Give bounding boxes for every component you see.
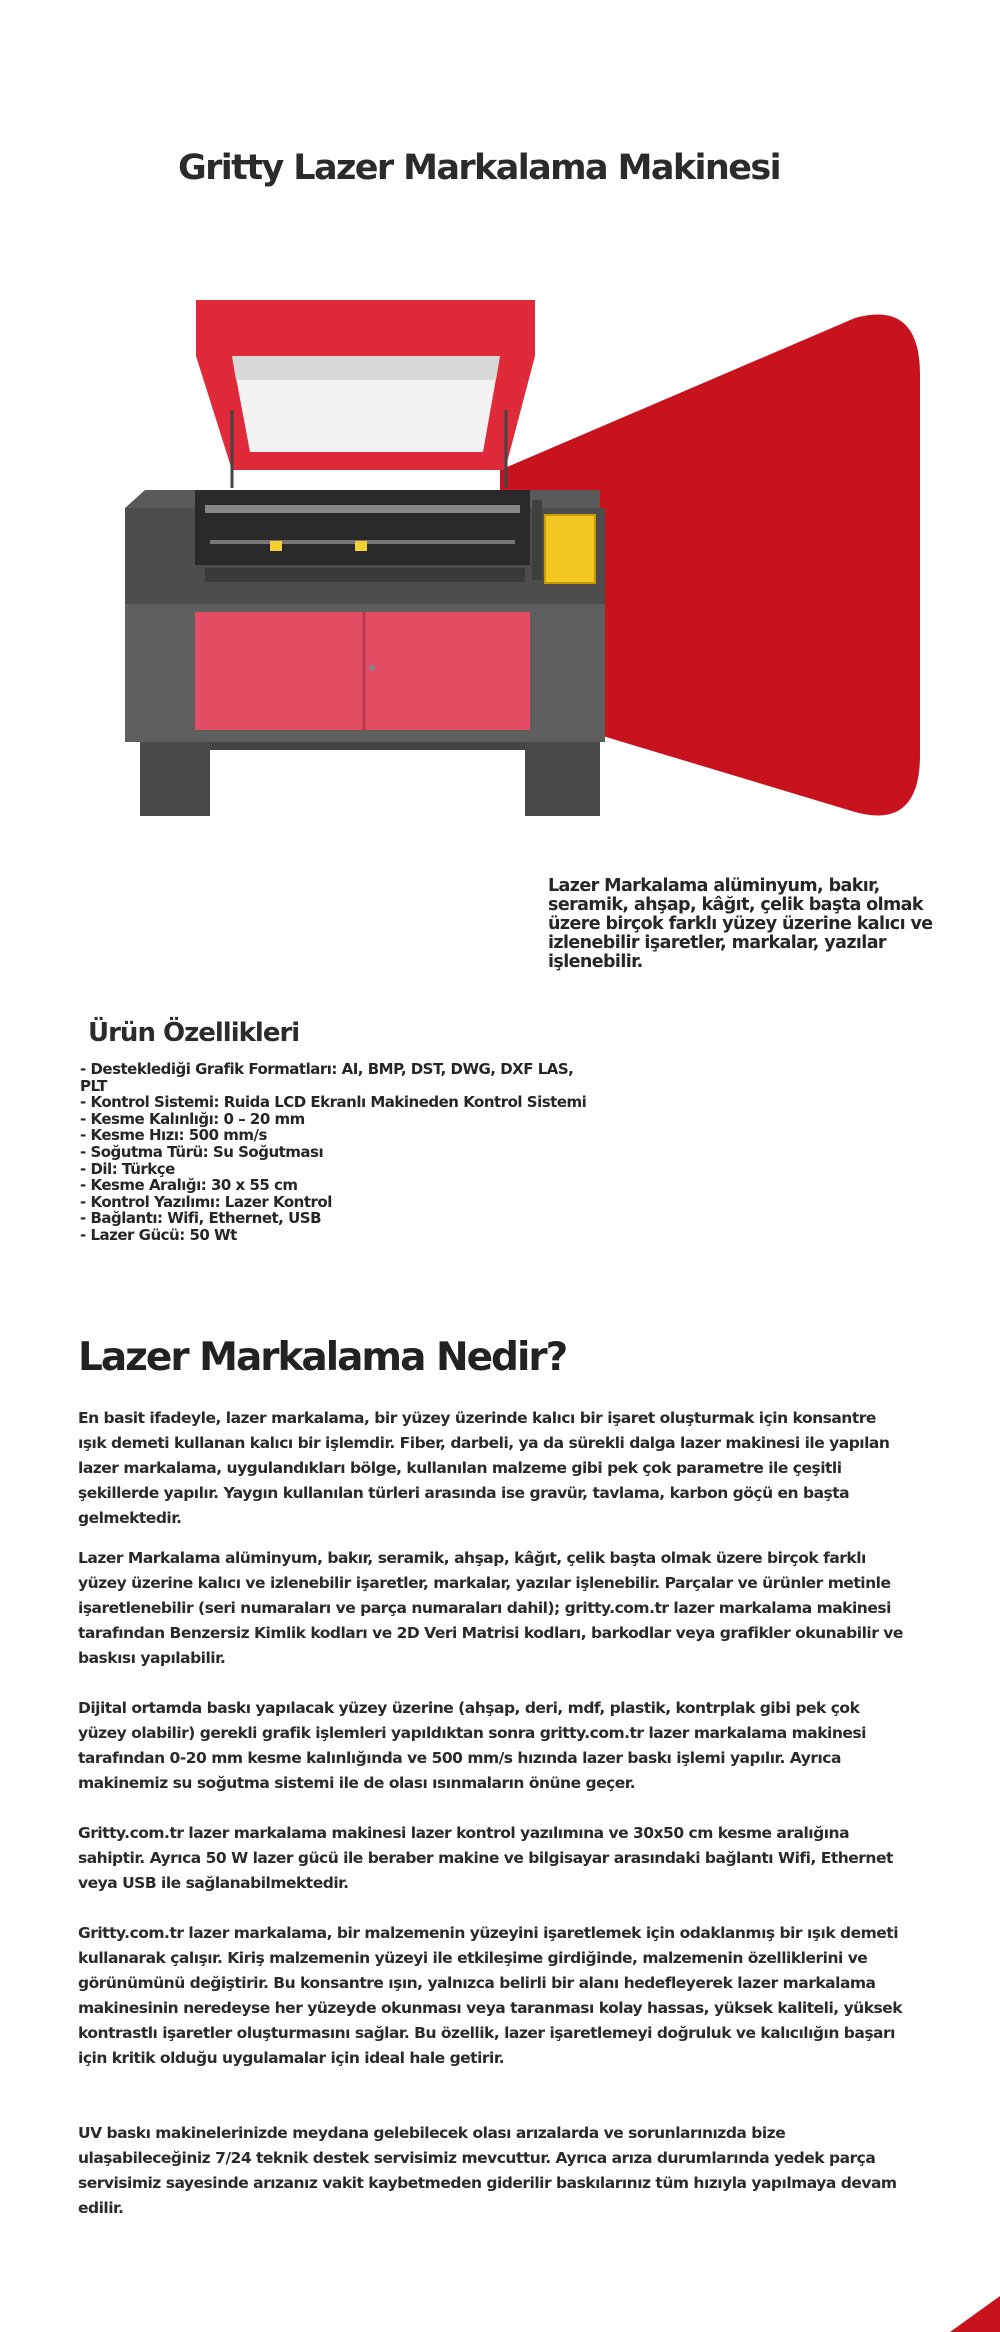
paragraph: Gritty.com.tr lazer markalama, bir malzemenin yüzeyini işaretlemek için odaklanmış bir ışık demeti kullanarak çalışır. Kiriş malzemenin yüzeyi ile etkileşime girdiğinde, malzemenin özelliklerini ve görünümünü değiştirir. Bu konsantre ışın, yalnızca belirli bir alanı hedefleyerek lazer markalama makinesinin neredeyse her yüzeyde okunması veya taranması kolay hassas, yüksek kaliteli, yüksek kontrastlı işaretler oluşturmasını sağlar. Bu özellik, lazer işaretlemeyi doğruluk ve kalıcılığın başarı için kritik olduğu uygulamalar için ideal hale getirir. [78, 1924, 903, 2067]
paragraph: Dijital ortamda baskı yapılacak yüzey üzerine (ahşap, deri, mdf, plastik, kontrplak gibi pek çok yüzey olabilir) gerekli grafik işlemleri yapıldıktan sonra gritty.com.tr lazer markalama makinesi tarafından 0-20 mm kesme kalınlığında ve 500 mm/s hızında lazer baskı işlemi yapılır. Ayrıca makinemiz su soğutma sistemi ile de olası ısınmaların önüne geçer. [78, 1699, 866, 1792]
spec-item: - Soğutma Türü: Su Soğutması [80, 1144, 600, 1161]
page-title: Gritty Lazer Markalama Makinesi [178, 148, 781, 188]
laser-machine-image [125, 300, 605, 816]
spec-item: - Kontrol Sistemi: Ruida LCD Ekranlı Makineden Kontrol Sistemi [80, 1094, 600, 1111]
hero-illustration [0, 280, 1000, 840]
paragraph: En basit ifadeyle, lazer markalama, bir yüzey üzerinde kalıcı bir işaret oluşturmak için konsantre ışık demeti kullanan kalıcı bir işlemdir. Fiber, darbeli, ya da sürekli dalga lazer makinesi ile yapılan lazer markalama, uygulandıkları bölge, kullanılan malzeme gibi pek çok parametre ile çeşitli şekillerde yapılır. Yaygın kullanılan türleri arasında ise gravür, tavlama, karbon göçü en başta gelmektedir. [78, 1409, 890, 1527]
spec-item: - Kontrol Yazılımı: Lazer Kontrol [80, 1194, 600, 1211]
spec-item: - Lazer Gücü: 50 Wt [80, 1227, 600, 1244]
red-corner-shape [950, 2296, 1000, 2332]
spec-item: - Dil: Türkçe [80, 1161, 600, 1178]
spec-item: - Kesme Kalınlığı: 0 – 20 mm [80, 1111, 600, 1128]
specs-title: Ürün Özellikleri [88, 1018, 300, 1048]
intro-text: Lazer Markalama alüminyum, bakır, seramik, ahşap, kâğıt, çelik başta olmak üzere birçok farklı yüzey üzerine kalıcı ve izlenebilir işaretler, markalar, yazılar işlenebilir. [548, 876, 933, 972]
section-title: Lazer Markalama Nedir? [78, 1335, 567, 1380]
paragraph: Lazer Markalama alüminyum, bakır, seramik, ahşap, kâğıt, çelik başta olmak üzere birçok farklı yüzey üzerine kalıcı ve izlenebilir işaretler, markalar, yazılar işlenebilir. Parçalar ve ürünler metinle işaretlenebilir (seri numaraları ve parça numaraları dahil); gritty.com.tr lazer markalama makinesi tarafından Benzersiz Kimlik kodları ve 2D Veri Matrisi kodları, barkodlar veya grafikler okunabilir ve baskısı yapılabilir. [78, 1549, 903, 1667]
spec-item: - Kesme Hızı: 500 mm/s [80, 1127, 600, 1144]
specs-list [80, 1061, 600, 1244]
spec-item: - Bağlantı: Wifi, Ethernet, USB [80, 1210, 600, 1227]
paragraph: UV baskı makinelerinizde meydana gelebilecek olası arızalarda ve sorunlarınızda bize ulaşabileceğiniz 7/24 teknik destek servisimiz mevcuttur. Ayrıca arıza durumlarında yedek parça servisimiz sayesinde arızanız vakit kaybetmeden giderilir baskılarınız tüm hızıyla yapılmaya devam edilir. [78, 2124, 897, 2217]
spec-item: - Kesme Aralığı: 30 x 55 cm [80, 1177, 600, 1194]
paragraph: Gritty.com.tr lazer markalama makinesi lazer kontrol yazılımına ve 30x50 cm kesme aralığına sahiptir. Ayrıca 50 W lazer gücü ile beraber makine ve bilgisayar arasındaki bağlantı Wifi, Ethernet veya USB ile sağlanabilmektedir. [78, 1824, 893, 1892]
spec-item: - Desteklediği Grafik Formatları: AI, BMP, DST, DWG, DXF LAS, PLT [80, 1061, 600, 1094]
